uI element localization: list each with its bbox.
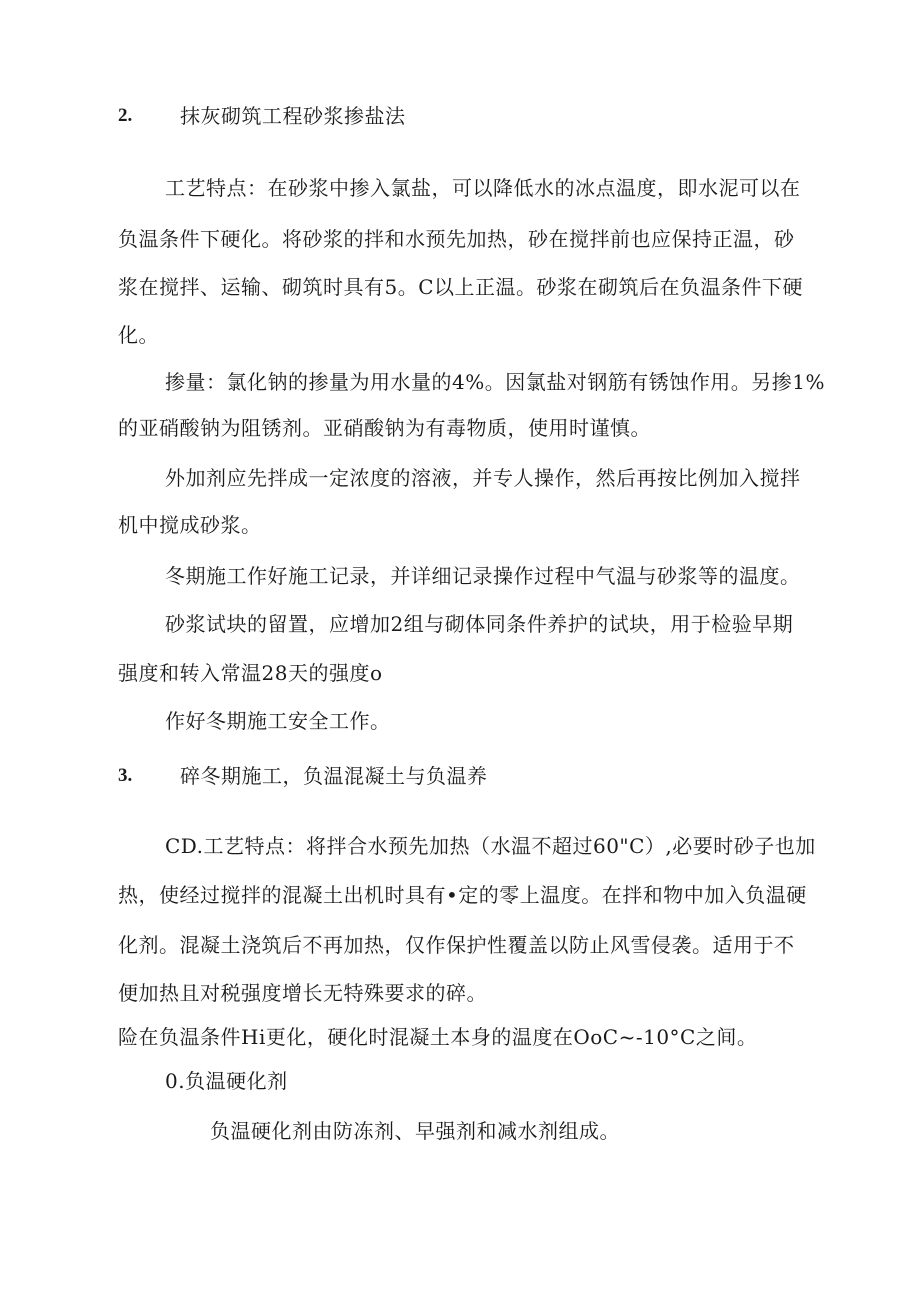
paragraph-line: 化剂。混凝土浇筑后不再加热，仅作保护性覆盖以防止风雪侵袭。适用于不 xyxy=(118,933,795,957)
paragraph-line: 的亚硝酸钠为阻锈剂。亚硝酸钠为有毒物质，使用时谨慎。 xyxy=(118,416,651,440)
paragraph-line: 强度和转入常温28天的强度o xyxy=(118,661,383,685)
paragraph-line: CD.工艺特点：将拌合水预先加热（水温不超过60"C）,必要时砂子也加 xyxy=(165,834,816,858)
paragraph-line: 作好冬期施工安全工作。 xyxy=(165,709,391,733)
paragraph-line: 化。 xyxy=(118,323,159,347)
subheading-text: 负温硬化剂由防冻剂、早强剂和减水剂组成。 xyxy=(210,1119,620,1143)
paragraph-line: 机中搅成砂浆。 xyxy=(118,513,262,537)
paragraph-line: 热，使经过搅拌的混凝土出机时具有•定的零上温度。在拌和物中加入负温硬 xyxy=(118,883,807,907)
paragraph-line: 掺量：氯化钠的掺量为用水量的4%。因氯盐对钢筋有锈蚀作用。另掺1% xyxy=(165,370,825,394)
paragraph-line: 便加热且对税强度增长无特殊要求的碎。 xyxy=(118,981,487,1005)
section-2-title: 抹灰砌筑工程砂浆掺盐法 xyxy=(180,104,406,128)
section-3-title: 碎冬期施工，负温混凝土与负温养 xyxy=(180,764,488,788)
section-3-number: 3. xyxy=(118,765,133,786)
paragraph-line: 冬期施工作好施工记录，并详细记录操作过程中气温与砂浆等的温度。 xyxy=(165,564,801,588)
paragraph-line: 外加剂应先拌成一定浓度的溶液，并专人操作，然后再按比例加入搅拌 xyxy=(165,466,801,490)
paragraph-line: 险在负温条件Hi更化，硬化时混凝土本身的温度在OoC~-10°C之间。 xyxy=(118,1025,758,1049)
paragraph-line: 浆在搅拌、运输、砌筑时具有5。C以上正温。砂浆在砌筑后在负温条件下硬 xyxy=(118,275,804,299)
section-2-number: 2. xyxy=(118,105,133,126)
paragraph-line: 负温条件下硬化。将砂浆的拌和水预先加热，砂在搅拌前也应保持正温，砂 xyxy=(118,227,795,251)
paragraph-line: 工艺特点：在砂浆中掺入氯盐，可以降低水的冰点温度，即水泥可以在 xyxy=(165,176,801,200)
subheading: 0.负温硬化剂 xyxy=(165,1069,288,1093)
paragraph-line: 砂浆试块的留置，应增加2组与砌体同条件养护的试块，用于检验早期 xyxy=(165,612,794,636)
